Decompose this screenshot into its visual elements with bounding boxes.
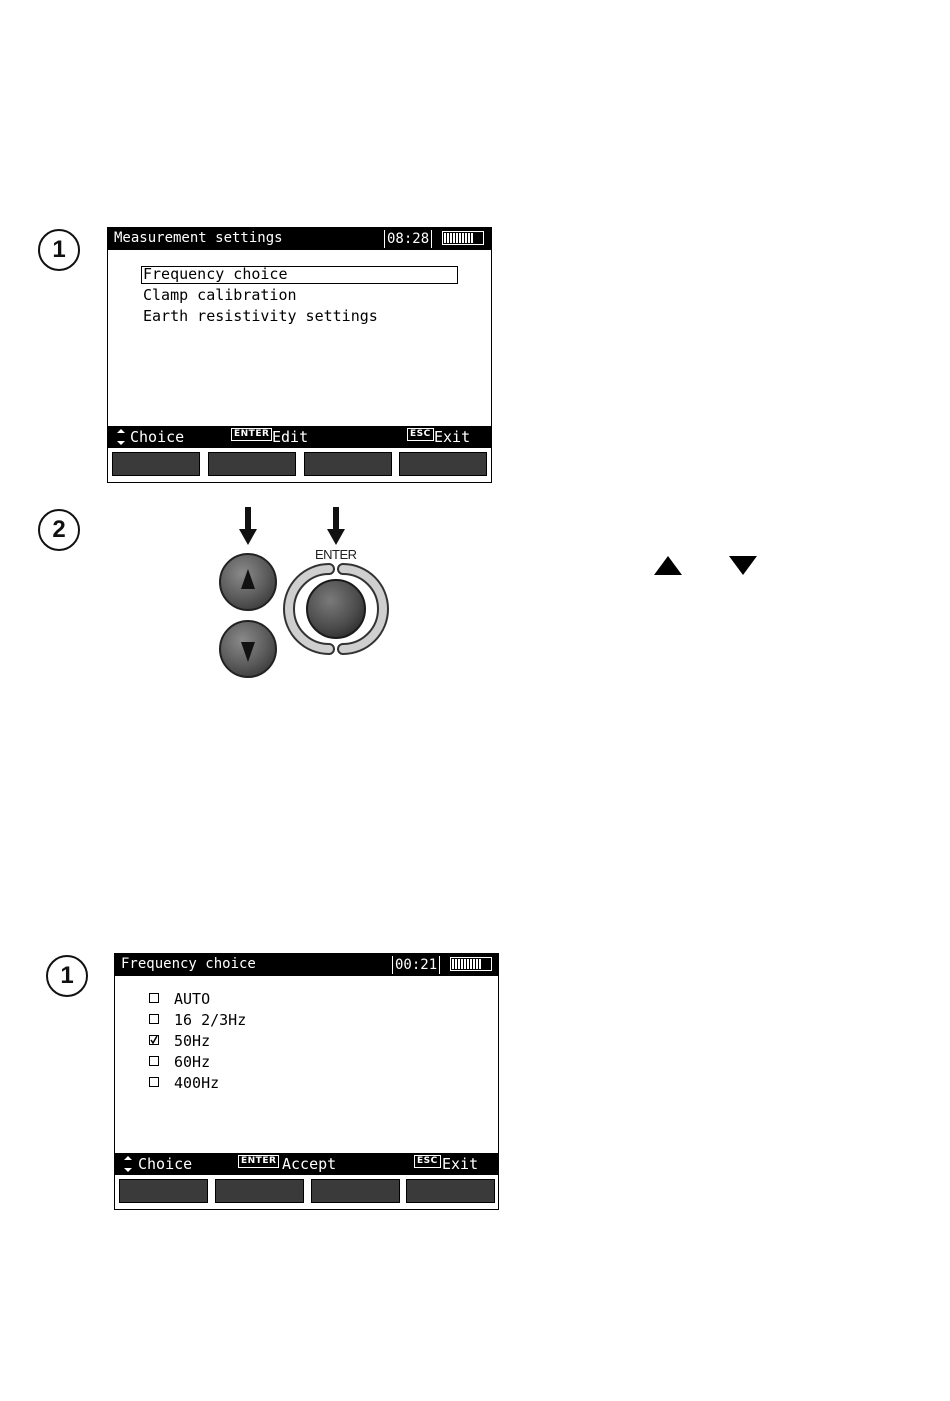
title-bar [108, 228, 491, 250]
step-number-1: 1 [38, 229, 80, 271]
esc-key-icon: ESC [407, 428, 434, 441]
status-exit-label: Exit [434, 428, 471, 446]
function-key-1[interactable] [112, 452, 200, 476]
up-arrow-icon [654, 556, 682, 576]
up-key-button[interactable] [220, 554, 276, 610]
function-keys [108, 448, 491, 480]
up-down-icon [124, 1156, 132, 1172]
title-bar [115, 954, 498, 976]
measurement-settings-screen [107, 227, 492, 483]
enter-key-icon: ENTER [231, 428, 272, 441]
status-accept-label: Accept [282, 1155, 337, 1173]
step-number-1-frequency: 1 [46, 955, 88, 997]
function-key-4[interactable] [399, 452, 487, 476]
esc-key-icon: ESC [414, 1155, 441, 1168]
checkbox-400hz[interactable] [149, 1077, 159, 1087]
screen-title: Frequency choice [121, 956, 256, 972]
menu-item-frequency-choice[interactable]: Frequency choice [143, 265, 288, 283]
option-50hz-label: 50Hz [174, 1032, 211, 1050]
status-bar [108, 426, 491, 448]
screen-title: Measurement settings [114, 230, 283, 246]
keypad-illustration [210, 503, 390, 683]
enter-key-icon: ENTER [238, 1155, 279, 1168]
function-key-2[interactable] [215, 1179, 304, 1203]
checkbox-50hz[interactable] [149, 1035, 159, 1045]
step-number-2: 2 [38, 509, 80, 551]
clock: 08:28 [384, 230, 432, 248]
option-16-2-3hz-label: 16 2/3Hz [174, 1011, 247, 1029]
function-key-4[interactable] [406, 1179, 495, 1203]
status-bar [115, 1153, 498, 1175]
press-arrow-enter-key-icon [327, 507, 345, 545]
checkbox-60hz[interactable] [149, 1056, 159, 1066]
checkbox-auto[interactable] [149, 993, 159, 1003]
option-60hz-label: 60Hz [174, 1053, 211, 1071]
status-choice-label: Choice [130, 428, 185, 446]
down-arrow-icon [729, 556, 757, 576]
battery-icon [450, 957, 492, 971]
check-mark-icon [150, 1036, 158, 1044]
menu-item-earth-resistivity-settings[interactable]: Earth resistivity settings [143, 307, 378, 325]
status-choice-label: Choice [138, 1155, 193, 1173]
press-arrow-up-key-icon [239, 507, 257, 545]
option-400hz-label: 400Hz [174, 1074, 220, 1092]
menu-item-clamp-calibration[interactable]: Clamp calibration [143, 286, 297, 304]
function-key-2[interactable] [208, 452, 296, 476]
status-edit-label: Edit [272, 428, 309, 446]
function-key-3[interactable] [311, 1179, 400, 1203]
battery-icon [442, 231, 484, 245]
up-down-icon [117, 429, 125, 445]
enter-key-button[interactable] [289, 569, 383, 649]
option-auto-label: AUTO [174, 990, 211, 1008]
function-key-1[interactable] [119, 1179, 208, 1203]
enter-key-label: ENTER [315, 547, 357, 562]
checkbox-16-2-3hz[interactable] [149, 1014, 159, 1024]
down-key-button[interactable] [220, 621, 276, 677]
status-exit-label: Exit [442, 1155, 479, 1173]
function-keys [115, 1175, 498, 1207]
clock: 00:21 [392, 956, 440, 974]
function-key-3[interactable] [304, 452, 392, 476]
frequency-choice-screen [114, 953, 499, 1210]
